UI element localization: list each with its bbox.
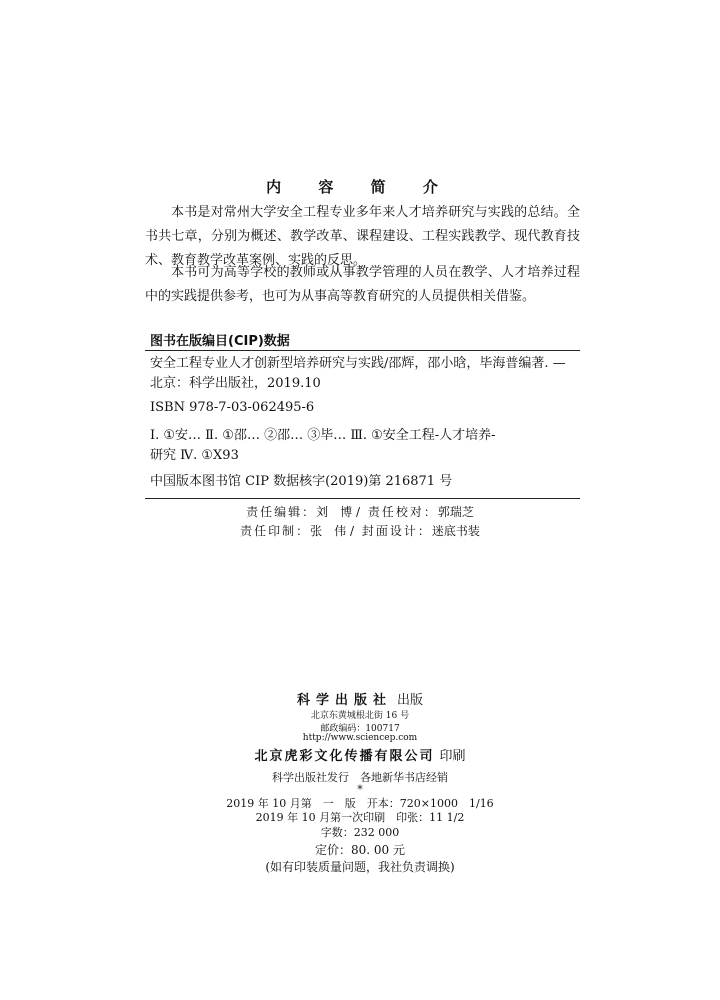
printer-line <box>0 745 720 764</box>
cip-title-line-2: 北京：科学出版社，2019.10 <box>150 376 321 391</box>
separator-mark: * <box>357 783 363 796</box>
publisher-suffix: 出版 <box>397 693 424 708</box>
cip-subject-line-1: Ⅰ. ①安… Ⅱ. ①邵… ②邵… ③毕… Ⅲ. ①安全工程-人才培养- <box>150 428 496 443</box>
publisher-logotype: 科学出版社 <box>296 693 392 708</box>
cover-name: 迷底书装 <box>431 524 480 538</box>
cip-bottom-rule <box>145 498 580 499</box>
cip-title-line-1: 安全工程专业人才创新型培养研究与实践/邵辉，邵小晗，毕海普编著. — <box>150 356 566 371</box>
cip-record: 中国版本图书馆 CIP 数据核字(2019)第 216871 号 <box>150 474 453 489</box>
price: 定价：80. 00 元 <box>315 843 405 857</box>
printing-label: 责任印制： <box>240 524 311 538</box>
publisher-line <box>0 689 720 708</box>
proofreader-label: / 责任校对： <box>355 505 438 519</box>
summary-paragraph-2: 本书可为高等学校的教师或从事教学管理的人员在教学、人才培养过程中的实践提供参考，也可为从事高等教育研究的人员提供相关借鉴。 <box>145 265 580 304</box>
publisher-website: http://www.sciencep.com <box>302 733 418 743</box>
editor-label: 责任编辑： <box>246 505 317 519</box>
printing-name: 张 伟 <box>310 524 347 538</box>
editor-name: 刘 博 <box>316 505 353 519</box>
cip-isbn: ISBN 978-7-03-062495-6 <box>150 400 315 415</box>
cover-label: / 封面设计： <box>349 524 432 538</box>
printer-logotype: 北京虎彩文化传播有限公司 <box>254 749 435 764</box>
summary-paragraph-1: 本书是对常州大学安全工程专业多年来人才培养研究与实践的总结。全书共七章，分别为概述、教学改革、课程建设、工程实践教学、现代教育技术、教育教学改革案例、实践的反思。 <box>145 205 580 268</box>
publisher-address: 北京东黄城根北街 16 号 <box>310 711 410 721</box>
cip-heading: 图书在版编目(CIP)数据 <box>150 334 290 349</box>
word-count: 字数：232 000 <box>320 826 400 839</box>
printing-line: 2019 年 10 月第一次印刷 印张：11 1/2 <box>255 811 465 824</box>
edition-line: 2019 年 10 月第 一 版 开本：720×1000 1/16 <box>226 797 494 810</box>
credits-line-2 <box>0 522 720 539</box>
cip-top-rule <box>145 350 580 351</box>
summary-title: 内 容 简 介 <box>266 178 454 196</box>
proofreader-name: 郭瑞芝 <box>437 505 474 519</box>
distribution-line: 科学出版社发行 各地新华书店经销 <box>272 771 448 784</box>
credits-line-1 <box>0 503 720 520</box>
cip-subject-line-2: 研究 Ⅳ. ①X93 <box>150 448 239 463</box>
printer-suffix: 印刷 <box>439 749 466 764</box>
quality-notice: (如有印装质量问题，我社负责调换) <box>265 860 455 874</box>
publisher-postcode: 邮政编码：100717 <box>320 724 400 734</box>
